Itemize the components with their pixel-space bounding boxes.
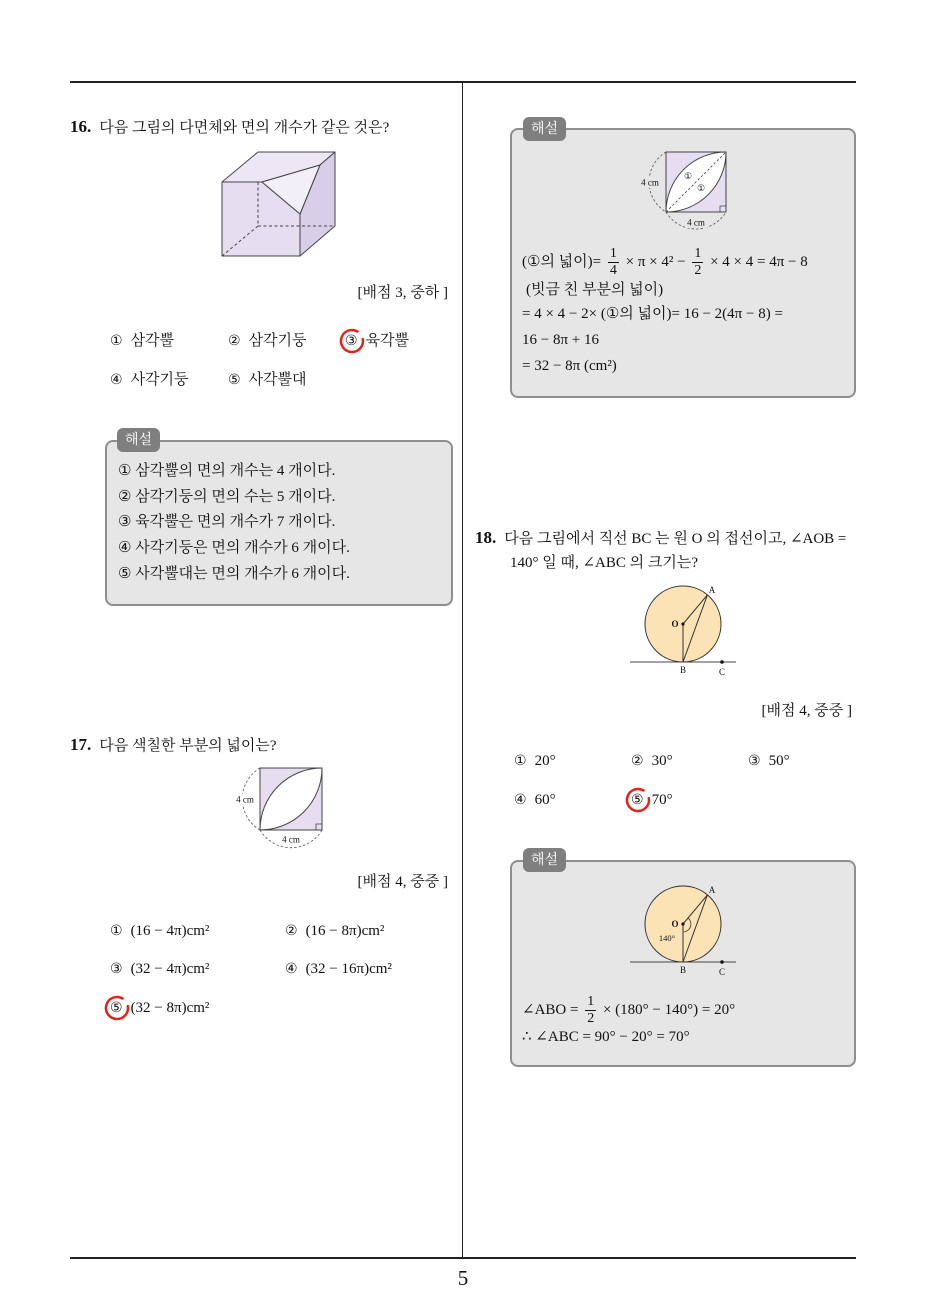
explanation-line: ② 삼각기둥의 면의 수는 5 개이다. <box>118 489 336 505</box>
point-a-label: A <box>708 585 716 595</box>
question-18-score: [배점 4, 중중 ] <box>761 703 852 719</box>
answer-mark-circle <box>624 786 652 814</box>
question-18-text: 다음 그림에서 직선 BC 는 원 O 의 접선이고, ∠AOB = <box>504 531 847 547</box>
explanation-line: ① 삼각뿔의 면의 개수는 4 개이다. <box>118 463 336 479</box>
question-17-stem <box>70 735 277 756</box>
question-18-explanation-box <box>510 852 856 1067</box>
point-c-label: C <box>718 967 726 977</box>
explanation-18-line-2: ∴ ∠ABC = 90° − 20° = 70° <box>522 1029 690 1045</box>
question-16-choice-5: ⑤ 사각뿔대 <box>228 372 307 388</box>
column-divider <box>462 82 463 1258</box>
question-17-choice-1: ① (16 − 4π)cm² <box>110 923 210 939</box>
explanation-17-line-2: (빗금 친 부분의 넓이) <box>526 282 664 298</box>
question-17-choice-2: ② (16 − 8π)cm² <box>285 923 385 939</box>
question-16-choice-2: ② 삼각기둥 <box>228 333 307 349</box>
question-18-number: 18. <box>475 528 497 547</box>
explanation-17-line-5: = 32 − 8π (cm²) <box>522 358 617 374</box>
question-16-choice-3: ③ 육각뿔 <box>345 333 410 349</box>
explanation-17-line-4: 16 − 8π + 16 <box>522 332 599 348</box>
explanation-tab: 해설 <box>523 117 566 141</box>
question-17-choice-3: ③ (32 − 4π)cm² <box>110 961 210 977</box>
explanation-17-line-3: = 4 × 4 − 2× (①의 넓이)= 16 − 2(4π − 8) = <box>522 306 783 322</box>
point-b-label: B <box>679 965 687 975</box>
question-18-choice-4: ④ 60° <box>514 792 556 808</box>
question-18-choice-2: ② 30° <box>631 753 673 769</box>
explanation-line: ③ 육각뿔은 면의 개수가 7 개이다. <box>118 514 336 530</box>
explanation-line: ④ 사각기둥은 면의 개수가 6 개이다. <box>118 540 350 556</box>
region-label: ① <box>696 183 706 193</box>
question-18-choice-3: ③ 50° <box>748 753 790 769</box>
question-18-choice-1: ① 20° <box>514 753 556 769</box>
question-17-score: [배점 4, 중중 ] <box>357 874 448 890</box>
point-a-label: A <box>708 885 716 895</box>
question-16-score: [배점 3, 중하 ] <box>357 285 448 301</box>
question-16-text: 다음 그림의 다면체와 면의 개수가 같은 것은? <box>99 120 390 136</box>
fraction: $\frac{1}{2}$ <box>587 994 595 1027</box>
question-17-square-figure <box>230 762 330 852</box>
point-o-label: O <box>671 619 679 629</box>
explanation-18-figure <box>626 878 742 978</box>
bottom-length-label: 4 cm <box>282 834 300 845</box>
question-18-stem <box>475 528 846 549</box>
page-top-rule <box>70 81 856 83</box>
region-label: ① <box>683 171 693 181</box>
question-17-choice-5: ⑤ (32 − 8π)cm² <box>110 1000 210 1016</box>
question-18-choice-5: ⑤ 70° <box>631 792 673 808</box>
question-17-text: 다음 색칠한 부분의 넓이는? <box>99 738 277 754</box>
point-b-label: B <box>679 665 687 675</box>
fraction: $\frac{1}{4}$ <box>609 246 617 279</box>
angle-label: 140° <box>658 933 676 943</box>
question-16-number: 16. <box>70 117 92 136</box>
explanation-17-line-1: (①의 넓이)= $\frac{1}{4}$ × π × 4² − $\frac{1}{2}$ × 4 × 4 = 4π − 8 <box>522 246 808 279</box>
question-17-explanation-box <box>510 121 856 398</box>
question-16-polyhedron-figure <box>214 146 342 262</box>
explanation-line: ⑤ 사각뿔대는 면의 개수가 6 개이다. <box>118 566 350 582</box>
question-18-text-line-2: 140° 일 때, ∠ABC 의 크기는? <box>510 555 699 571</box>
bottom-length-label: 4 cm <box>687 217 705 228</box>
question-18-circle-figure <box>626 580 742 682</box>
point-o-label: O <box>671 919 679 929</box>
point-c-label: C <box>718 667 726 677</box>
question-16-choice-1: ① 삼각뿔 <box>110 333 175 349</box>
question-16-explanation-box <box>105 432 453 606</box>
answer-mark-circle <box>338 327 366 355</box>
side-length-label: 4 cm <box>641 177 659 188</box>
question-17-choice-4: ④ (32 − 16π)cm² <box>285 961 392 977</box>
answer-mark-circle <box>103 994 131 1022</box>
page-bottom-rule <box>70 1257 856 1259</box>
fraction: $\frac{1}{2}$ <box>694 246 702 279</box>
explanation-18-line-1: ∠ABO = $\frac{1}{2}$ × (180° − 140°) = 20° <box>522 994 736 1027</box>
question-16-choice-4: ④ 사각기둥 <box>110 372 189 388</box>
explanation-17-figure <box>636 146 732 236</box>
question-16-stem <box>70 117 389 138</box>
page-number: 5 <box>457 1266 469 1290</box>
explanation-tab: 해설 <box>523 848 566 872</box>
question-17-number: 17. <box>70 735 92 754</box>
side-length-label: 4 cm <box>236 794 254 805</box>
explanation-tab: 해설 <box>117 428 160 452</box>
